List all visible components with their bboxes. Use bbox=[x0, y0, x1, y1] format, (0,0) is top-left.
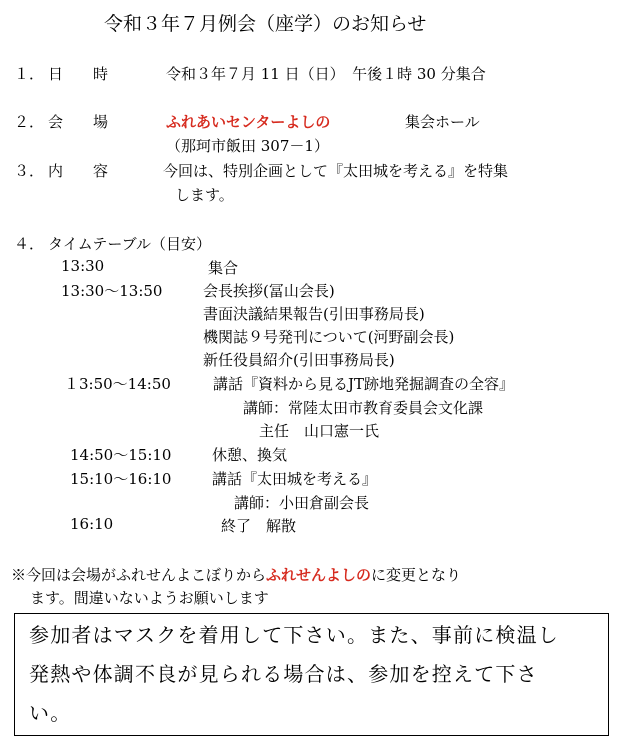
item-number-date: １． bbox=[14, 65, 45, 83]
item-number-content: ３． bbox=[14, 162, 45, 180]
content-line-2: します。 bbox=[175, 186, 234, 204]
timetable-time: １3:50～14:50 bbox=[64, 375, 171, 393]
note-prefix: ※今回は会場がふれせんよこぼりから bbox=[11, 566, 267, 584]
page-title: 令和３年７月例会（座学）のお知らせ bbox=[104, 13, 427, 35]
notice-box bbox=[14, 613, 609, 736]
timetable-heading: タイムテーブル（目安） bbox=[48, 235, 212, 253]
notice-line-1: 参加者はマスクを着用して下さい。また、事前に検温し bbox=[29, 623, 559, 647]
timetable-time: 13:30～13:50 bbox=[61, 282, 163, 300]
timetable-entry: 講話『太田城を考える』 bbox=[212, 470, 378, 488]
timetable-entry: 休憩、換気 bbox=[212, 446, 288, 464]
timetable-entry: 主任 山口憲一氏 bbox=[259, 422, 380, 440]
note-highlight: ふれせんよしの bbox=[266, 566, 372, 584]
venue-hall: 集会ホール bbox=[405, 113, 480, 131]
timetable-entry: 講師：小田倉副会長 bbox=[234, 494, 370, 512]
venue-change-note bbox=[11, 564, 461, 585]
note-suffix: に変更となり bbox=[371, 566, 462, 584]
item-number-timetable: ４． bbox=[14, 235, 45, 253]
date-value: 令和３年７月 11 日（日） 午後１時 30 分集合 bbox=[166, 65, 486, 83]
date-label: 日 時 bbox=[48, 65, 109, 83]
timetable-entry: 講話『資料から見るJT跡地発掘調査の全容』 bbox=[213, 375, 515, 393]
timetable-time: 14:50～15:10 bbox=[70, 446, 172, 464]
venue-label: 会 場 bbox=[48, 113, 109, 131]
content-line-1: 今回は、特別企画として『太田城を考える』を特集 bbox=[163, 162, 509, 180]
venue-address: （那珂市飯田 307－1） bbox=[166, 137, 329, 155]
timetable-entry: 終了 解散 bbox=[221, 517, 297, 535]
timetable-time: 13:30 bbox=[61, 257, 105, 275]
notice-line-2: 発熱や体調不良が見られる場合は、参加を控えて下さ bbox=[29, 662, 538, 686]
timetable-entry: 書面決議結果報告(引田事務局長) bbox=[203, 305, 425, 323]
timetable-time: 16:10 bbox=[70, 515, 114, 533]
timetable-entry: 会長挨拶(冨山会長) bbox=[203, 282, 335, 300]
timetable-entry: 講師：常陸太田市教育委員会文化課 bbox=[243, 399, 484, 417]
notice-line-3: い。 bbox=[29, 701, 72, 725]
timetable-entry: 機関誌９号発刊について(河野副会長) bbox=[203, 328, 455, 346]
item-number-venue: ２． bbox=[14, 113, 45, 131]
timetable-entry: 集合 bbox=[208, 259, 239, 277]
timetable-entry: 新任役員紹介(引田事務局長) bbox=[203, 351, 395, 369]
venue-place: ふれあいセンターよしの bbox=[166, 113, 331, 131]
timetable-time: 15:10～16:10 bbox=[70, 470, 172, 488]
content-label: 内 容 bbox=[48, 162, 109, 180]
note-line-2: ます。間違いないようお願いします bbox=[30, 589, 269, 607]
